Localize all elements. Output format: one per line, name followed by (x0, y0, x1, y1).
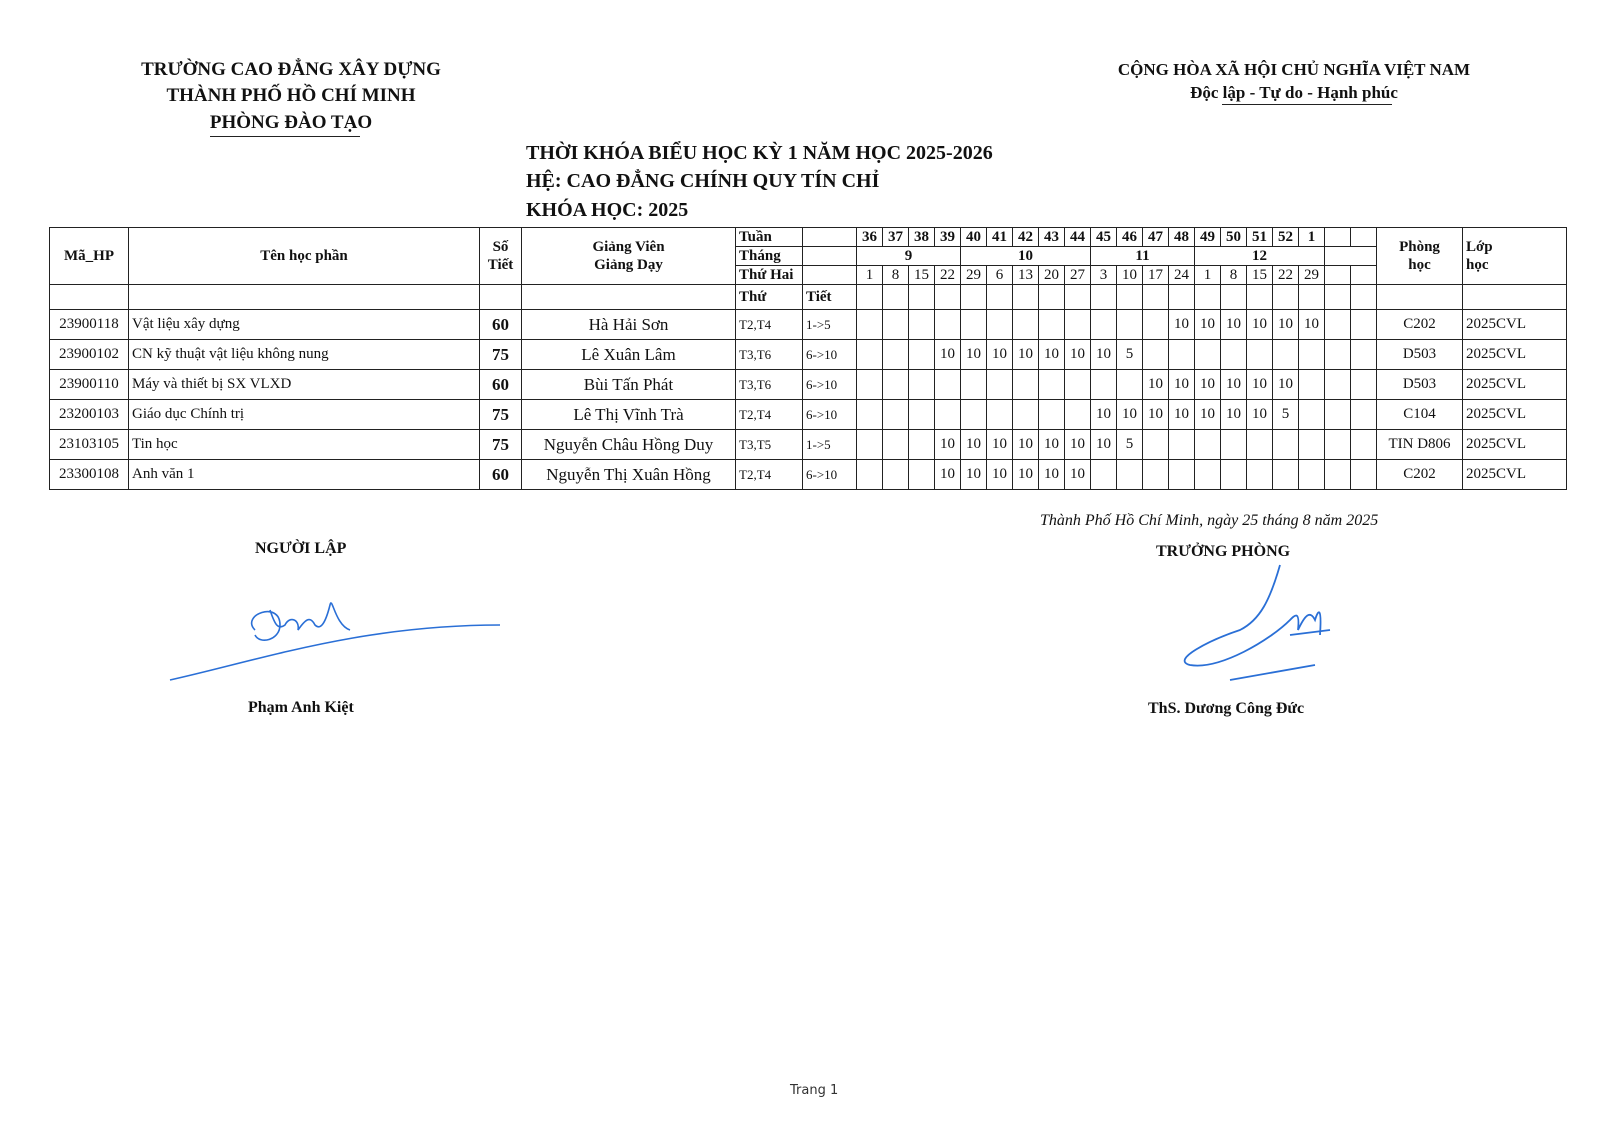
course-code: 23900102 (50, 340, 129, 370)
class-periods: 6->10 (803, 370, 857, 400)
document-title: THỜI KHÓA BIỂU HỌC KỲ 1 NĂM HỌC 2025-2026 (526, 142, 993, 164)
preparer-name: Phạm Anh Kiệt (248, 699, 354, 716)
department-name: PHÒNG ĐÀO TẠO (209, 112, 373, 133)
week-hours (1013, 400, 1039, 430)
week-hours (1039, 400, 1065, 430)
course-hours: 60 (480, 310, 522, 340)
week-number: 49 (1195, 228, 1221, 247)
header-blank (1299, 285, 1325, 310)
week-hours (857, 340, 883, 370)
week-hours: 10 (961, 460, 987, 490)
header-blank (1273, 285, 1299, 310)
teacher-name: Lê Thị Vĩnh Trà (522, 400, 736, 430)
week-hours: 10 (1247, 370, 1273, 400)
week-hours: 10 (1169, 400, 1195, 430)
week-hours (1143, 430, 1169, 460)
course-name: Giáo dục Chính trị (129, 400, 480, 430)
header-left-underline (210, 136, 360, 137)
head-role: TRƯỞNG PHÒNG (1156, 543, 1291, 560)
header-blank (883, 285, 909, 310)
week-hours (1247, 340, 1273, 370)
week-hours (1221, 430, 1247, 460)
course-hours: 60 (480, 460, 522, 490)
table-row (50, 400, 1567, 430)
monday-date: 22 (1273, 266, 1299, 285)
week-hours: 5 (1117, 340, 1143, 370)
header-blank (803, 247, 857, 266)
week-hours: 10 (1065, 340, 1091, 370)
week-number: 48 (1169, 228, 1195, 247)
header-right-underline (1222, 104, 1392, 105)
header-blank (857, 285, 883, 310)
class-days: T3,T6 (736, 340, 803, 370)
course-code: 23300108 (50, 460, 129, 490)
week-hours: 10 (1013, 430, 1039, 460)
class-periods: 1->5 (803, 430, 857, 460)
teacher-name: Nguyễn Châu Hồng Duy (522, 430, 736, 460)
month-label: 10 (961, 247, 1091, 266)
week-hours (909, 430, 935, 460)
teacher-name: Lê Xuân Lâm (522, 340, 736, 370)
header-blank (1169, 285, 1195, 310)
week-hours (1351, 460, 1377, 490)
header-thu: Thứ (736, 285, 803, 310)
course-code: 23900118 (50, 310, 129, 340)
course-code: 23900110 (50, 370, 129, 400)
week-hours: 10 (1273, 370, 1299, 400)
week-hours (857, 310, 883, 340)
week-number: 42 (1013, 228, 1039, 247)
week-hours (987, 370, 1013, 400)
week-hours (909, 370, 935, 400)
week-hours (1117, 310, 1143, 340)
week-hours: 10 (1091, 400, 1117, 430)
header-row-thu-tiet (50, 285, 1567, 310)
header-blank (1463, 285, 1567, 310)
week-hours (1325, 460, 1351, 490)
week-hours (1247, 430, 1273, 460)
header-blank (1325, 285, 1351, 310)
week-hours (1325, 430, 1351, 460)
header-blank (961, 285, 987, 310)
week-hours: 10 (987, 340, 1013, 370)
week-hours: 10 (1195, 400, 1221, 430)
week-hours: 10 (1039, 430, 1065, 460)
week-hours (1351, 310, 1377, 340)
header-blank (909, 285, 935, 310)
week-hours (1299, 460, 1325, 490)
week-hours (1065, 370, 1091, 400)
week-hours (935, 370, 961, 400)
week-hours: 10 (935, 340, 961, 370)
week-hours (883, 430, 909, 460)
month-label: 12 (1195, 247, 1325, 266)
monday-date: 1 (857, 266, 883, 285)
cohort-title: KHÓA HỌC: 2025 (526, 199, 689, 221)
week-number: 41 (987, 228, 1013, 247)
header-blank (1013, 285, 1039, 310)
table-row (50, 430, 1567, 460)
course-hours: 75 (480, 340, 522, 370)
room: C202 (1377, 310, 1463, 340)
week-number: 44 (1065, 228, 1091, 247)
week-hours (1325, 340, 1351, 370)
week-hours (1299, 430, 1325, 460)
week-hours (883, 340, 909, 370)
class-periods: 6->10 (803, 340, 857, 370)
week-hours (1325, 310, 1351, 340)
week-hours (1299, 340, 1325, 370)
header-blank (1351, 285, 1377, 310)
city-name: THÀNH PHỐ HỒ CHÍ MINH (166, 85, 416, 106)
week-number: 47 (1143, 228, 1169, 247)
monday-date (1325, 266, 1351, 285)
week-hours (909, 340, 935, 370)
week-number: 38 (909, 228, 935, 247)
week-hours: 10 (1091, 430, 1117, 460)
week-hours (961, 400, 987, 430)
page-number: Trang 1 (790, 1083, 839, 1098)
week-hours (1351, 340, 1377, 370)
week-hours (1065, 310, 1091, 340)
class-group: 2025CVL (1463, 310, 1567, 340)
class-group: 2025CVL (1463, 400, 1567, 430)
week-hours (1091, 370, 1117, 400)
teacher-name: Nguyễn Thị Xuân Hồng (522, 460, 736, 490)
week-hours (1351, 400, 1377, 430)
week-hours: 10 (1117, 400, 1143, 430)
week-hours (857, 460, 883, 490)
header-blank (935, 285, 961, 310)
week-hours (1325, 370, 1351, 400)
week-hours (883, 370, 909, 400)
week-hours: 10 (1013, 340, 1039, 370)
week-hours: 10 (1039, 460, 1065, 490)
month-label: 9 (857, 247, 961, 266)
program-title: HỆ: CAO ĐẲNG CHÍNH QUY TÍN CHỈ (526, 170, 880, 192)
header-row-weeks (50, 228, 1567, 247)
monday-date: 22 (935, 266, 961, 285)
week-hours: 10 (1169, 370, 1195, 400)
week-hours: 10 (1013, 460, 1039, 490)
class-periods: 6->10 (803, 400, 857, 430)
head-signature (1170, 560, 1370, 690)
week-hours (909, 460, 935, 490)
teacher-name: Hà Hải Sơn (522, 310, 736, 340)
week-hours: 10 (1247, 310, 1273, 340)
week-hours (1039, 310, 1065, 340)
header-thang: Tháng (736, 247, 803, 266)
class-days: T2,T4 (736, 400, 803, 430)
monday-date: 15 (909, 266, 935, 285)
month-label (1325, 247, 1377, 266)
monday-date: 8 (883, 266, 909, 285)
course-hours: 75 (480, 430, 522, 460)
week-hours: 10 (961, 340, 987, 370)
week-number: 45 (1091, 228, 1117, 247)
header-ma-hp: Mã_HP (50, 228, 129, 285)
class-days: T3,T6 (736, 370, 803, 400)
header-phong-hoc: Phòng học (1377, 228, 1463, 285)
school-name: TRƯỜNG CAO ĐẲNG XÂY DỰNG (141, 59, 441, 80)
header-thu-hai: Thứ Hai (736, 266, 803, 285)
week-number: 37 (883, 228, 909, 247)
week-hours (1299, 370, 1325, 400)
course-name: Máy và thiết bị SX VLXD (129, 370, 480, 400)
teacher-name: Bùi Tấn Phát (522, 370, 736, 400)
week-hours: 10 (1065, 430, 1091, 460)
monday-date: 20 (1039, 266, 1065, 285)
week-hours (883, 310, 909, 340)
monday-date: 15 (1247, 266, 1273, 285)
header-blank (1143, 285, 1169, 310)
week-hours: 10 (1143, 400, 1169, 430)
header-lop-hoc: Lớp học (1463, 228, 1567, 285)
header-tiet: Tiết (803, 285, 857, 310)
monday-date: 6 (987, 266, 1013, 285)
monday-date: 27 (1065, 266, 1091, 285)
week-number: 46 (1117, 228, 1143, 247)
timetable (49, 227, 1567, 490)
week-hours (1065, 400, 1091, 430)
week-hours (961, 310, 987, 340)
class-days: T2,T4 (736, 460, 803, 490)
monday-date (1351, 266, 1377, 285)
header-blank (1221, 285, 1247, 310)
week-hours: 5 (1117, 430, 1143, 460)
week-hours: 10 (935, 460, 961, 490)
week-hours: 10 (1299, 310, 1325, 340)
monday-date: 13 (1013, 266, 1039, 285)
monday-date: 8 (1221, 266, 1247, 285)
head-name: ThS. Dương Công Đức (1148, 700, 1305, 717)
week-number: 51 (1247, 228, 1273, 247)
week-hours (1351, 370, 1377, 400)
week-number: 1 (1299, 228, 1325, 247)
header-blank (1117, 285, 1143, 310)
preparer-signature (160, 585, 520, 695)
header-giang-vien: Giảng Viên Giảng Dạy (522, 228, 736, 285)
week-hours: 10 (1195, 370, 1221, 400)
header-blank (50, 285, 129, 310)
header-blank (129, 285, 480, 310)
header-blank (1039, 285, 1065, 310)
week-hours: 10 (1247, 400, 1273, 430)
table-row (50, 340, 1567, 370)
week-hours (987, 310, 1013, 340)
week-hours (1169, 340, 1195, 370)
header-ten-hoc-phan: Tên học phần (129, 228, 480, 285)
week-hours (1039, 370, 1065, 400)
week-hours (1247, 460, 1273, 490)
week-hours (1195, 430, 1221, 460)
week-hours (1169, 430, 1195, 460)
week-hours: 10 (1143, 370, 1169, 400)
date-line: Thành Phố Hồ Chí Minh, ngày 25 tháng 8 năm 2025 (1040, 512, 1379, 529)
week-hours (1221, 460, 1247, 490)
week-hours (1143, 310, 1169, 340)
week-number (1325, 228, 1351, 247)
week-number: 36 (857, 228, 883, 247)
course-name: Anh văn 1 (129, 460, 480, 490)
week-hours (1117, 460, 1143, 490)
course-hours: 75 (480, 400, 522, 430)
week-hours (909, 310, 935, 340)
room: D503 (1377, 370, 1463, 400)
week-number: 39 (935, 228, 961, 247)
room: C104 (1377, 400, 1463, 430)
header-blank (987, 285, 1013, 310)
class-group: 2025CVL (1463, 370, 1567, 400)
course-name: Tin học (129, 430, 480, 460)
week-hours (1351, 430, 1377, 460)
week-hours: 10 (1221, 400, 1247, 430)
week-hours: 10 (1091, 340, 1117, 370)
week-hours (883, 460, 909, 490)
week-hours (1299, 400, 1325, 430)
table-row (50, 310, 1567, 340)
week-hours (935, 310, 961, 340)
monday-date: 24 (1169, 266, 1195, 285)
week-number: 40 (961, 228, 987, 247)
room: D503 (1377, 340, 1463, 370)
table-row (50, 370, 1567, 400)
week-hours: 10 (987, 460, 1013, 490)
week-hours (857, 400, 883, 430)
course-hours: 60 (480, 370, 522, 400)
week-hours: 10 (1195, 310, 1221, 340)
motto: Độc lập - Tự do - Hạnh phúc (1190, 83, 1398, 102)
week-hours (961, 370, 987, 400)
monday-date: 10 (1117, 266, 1143, 285)
week-hours (857, 370, 883, 400)
week-hours: 10 (1169, 310, 1195, 340)
class-periods: 6->10 (803, 460, 857, 490)
course-name: CN kỹ thuật vật liệu không nung (129, 340, 480, 370)
course-name: Vật liệu xây dựng (129, 310, 480, 340)
week-hours (883, 400, 909, 430)
header-so-tiet: Số Tiết (480, 228, 522, 285)
week-number: 43 (1039, 228, 1065, 247)
week-hours (1169, 460, 1195, 490)
monday-date: 29 (1299, 266, 1325, 285)
week-hours (1221, 340, 1247, 370)
week-hours: 10 (1065, 460, 1091, 490)
week-hours (1195, 460, 1221, 490)
week-hours: 10 (1221, 370, 1247, 400)
week-hours: 5 (1273, 400, 1299, 430)
week-hours: 10 (987, 430, 1013, 460)
week-hours (1143, 340, 1169, 370)
week-hours (1273, 430, 1299, 460)
week-hours (1325, 400, 1351, 430)
header-blank (1377, 285, 1463, 310)
week-hours: 10 (1221, 310, 1247, 340)
week-hours (909, 400, 935, 430)
week-hours (1117, 370, 1143, 400)
header-tuan: Tuần (736, 228, 803, 247)
week-hours (1143, 460, 1169, 490)
week-hours (1273, 340, 1299, 370)
week-hours: 10 (1273, 310, 1299, 340)
week-number: 52 (1273, 228, 1299, 247)
week-hours: 10 (961, 430, 987, 460)
room: TIN D806 (1377, 430, 1463, 460)
week-hours (1013, 310, 1039, 340)
week-hours (1195, 340, 1221, 370)
week-hours (1273, 460, 1299, 490)
monday-date: 29 (961, 266, 987, 285)
header-blank (1247, 285, 1273, 310)
table-row (50, 460, 1567, 490)
course-code: 23200103 (50, 400, 129, 430)
country-name: CỘNG HÒA XÃ HỘI CHỦ NGHĨA VIỆT NAM (1117, 60, 1471, 79)
week-hours: 10 (935, 430, 961, 460)
header-blank (1091, 285, 1117, 310)
header-blank (1195, 285, 1221, 310)
room: C202 (1377, 460, 1463, 490)
monday-date: 1 (1195, 266, 1221, 285)
class-group: 2025CVL (1463, 430, 1567, 460)
week-hours (935, 400, 961, 430)
header-blank (1065, 285, 1091, 310)
week-hours (1091, 460, 1117, 490)
week-hours (857, 430, 883, 460)
course-code: 23103105 (50, 430, 129, 460)
header-blank (480, 285, 522, 310)
class-days: T3,T5 (736, 430, 803, 460)
monday-date: 17 (1143, 266, 1169, 285)
monday-date: 3 (1091, 266, 1117, 285)
week-hours: 10 (1039, 340, 1065, 370)
header-blank (803, 228, 857, 247)
week-hours (1013, 370, 1039, 400)
class-days: T2,T4 (736, 310, 803, 340)
class-periods: 1->5 (803, 310, 857, 340)
week-number: 50 (1221, 228, 1247, 247)
preparer-role: NGƯỜI LẬP (255, 540, 347, 557)
header-blank (803, 266, 857, 285)
month-label: 11 (1091, 247, 1195, 266)
week-hours (987, 400, 1013, 430)
header-blank (522, 285, 736, 310)
class-group: 2025CVL (1463, 460, 1567, 490)
week-hours (1091, 310, 1117, 340)
class-group: 2025CVL (1463, 340, 1567, 370)
week-number (1351, 228, 1377, 247)
